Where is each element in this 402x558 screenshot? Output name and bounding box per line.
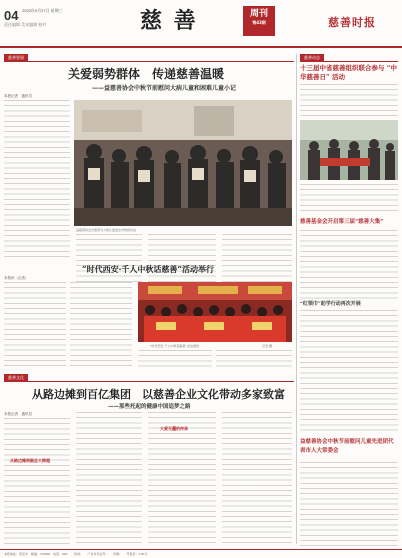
section-tag-news: 慈善要闻 bbox=[4, 54, 28, 61]
right-head-2: 慈善基金会开启第三届“慈善大集” bbox=[300, 219, 384, 225]
issue-date: 2023年9月27日 星期三 bbox=[22, 8, 63, 13]
article2-credit: 记者 摄 bbox=[262, 344, 272, 348]
article1-body-col4 bbox=[222, 234, 292, 284]
page-number: 04 bbox=[4, 8, 19, 23]
section-rule bbox=[300, 61, 398, 62]
article3-section-head: 大爱无疆的传承 bbox=[160, 426, 188, 431]
section-tag-activity: 慈善动态 bbox=[300, 54, 324, 61]
article1-photo bbox=[74, 100, 292, 226]
article2-body-col3 bbox=[138, 350, 212, 368]
right-body-5 bbox=[300, 462, 398, 546]
column-title: 慈善时报 bbox=[328, 16, 376, 29]
weekly-badge bbox=[243, 6, 275, 36]
section-tag-culture: 慈善文化 bbox=[4, 374, 28, 381]
right-body-3 bbox=[300, 230, 398, 300]
article1-body-col3 bbox=[148, 234, 216, 284]
article1-title: 关爱弱势群体 传递慈善温暖 bbox=[68, 67, 225, 81]
section-rule bbox=[4, 381, 294, 382]
article1-caption: 益慈善协会志愿者为大病儿童送去中秋慰问品 bbox=[76, 228, 137, 232]
weekly-issue: 第43期 bbox=[252, 20, 266, 25]
article3-body-col2 bbox=[76, 412, 142, 546]
article3-body-col4 bbox=[222, 412, 292, 546]
weekly-label: 周刊 bbox=[249, 9, 268, 19]
right-photo bbox=[300, 120, 398, 180]
article2-body-col2 bbox=[70, 282, 132, 368]
article2-photo bbox=[138, 282, 292, 342]
article2-body-col4 bbox=[216, 350, 292, 368]
column-divider bbox=[296, 54, 297, 544]
children-group-photo bbox=[74, 100, 292, 226]
article3-subtitle: ——那些托起的健康中国追梦之路 bbox=[108, 404, 191, 410]
article1-body-col2 bbox=[76, 234, 142, 284]
section-rule bbox=[4, 61, 294, 62]
article3-body-col1 bbox=[4, 418, 70, 546]
article1-byline: 本报记者 通讯员 bbox=[4, 94, 32, 98]
article2-title: “时代西安·千人中秋话慈善”活动举行 bbox=[82, 264, 214, 274]
article2-body-col1 bbox=[4, 282, 66, 368]
article3-byline: 本报记者 通讯员 bbox=[4, 412, 32, 416]
right-head-1: 十三届中省慈善组织联合参与 “中华慈善日” 活动 bbox=[300, 64, 398, 81]
article3-body-col3 bbox=[148, 412, 216, 546]
volunteers-photo bbox=[300, 120, 398, 180]
right-body-2 bbox=[300, 184, 398, 214]
right-body-4 bbox=[300, 310, 398, 434]
right-body-1 bbox=[300, 84, 398, 118]
article3-title: 从路边摊到百亿集团 以慈善企业文化带动多家致富 bbox=[32, 388, 285, 401]
right-head-4: 益慈善协会中秋节前慰问儿童先进团代表市人大常委会 bbox=[300, 439, 394, 454]
article1-subtitle: ——益慈善协会中秋节前慰问大病儿童和困难儿童小记 bbox=[92, 85, 237, 92]
editor-credits: 责任编辑 美术编辑 校对 bbox=[4, 22, 47, 27]
masthead-brand: 慈 善 bbox=[140, 8, 198, 34]
event-crowd-photo bbox=[138, 282, 292, 342]
right-head-3: “红领巾”助学行动再次开展 bbox=[300, 301, 361, 307]
article2-caption: “时代西安·千人中秋话慈善”活动现场 bbox=[150, 344, 200, 348]
article2-byline: 本报讯（记者） bbox=[4, 276, 29, 280]
article3-section-head: 从路边摊到副总大跨越 bbox=[10, 458, 50, 463]
article1-body bbox=[4, 100, 70, 260]
masthead bbox=[0, 0, 402, 48]
footer-info: 本报地址：西安市 邮编：710000 电话：029- 传真： 广告许可证号： 印刷： 零售价：1.00元 bbox=[0, 549, 402, 558]
